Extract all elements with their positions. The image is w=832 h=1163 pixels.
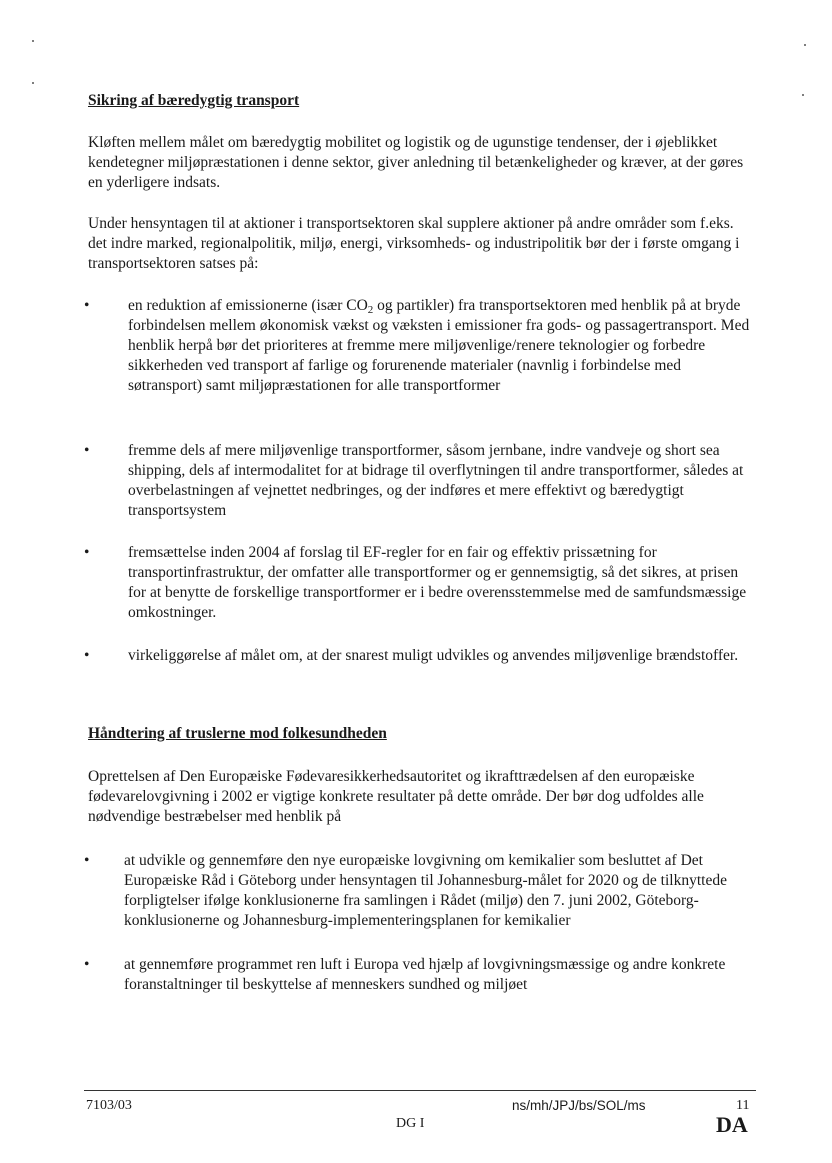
footer-doc-number: 7103/03 <box>86 1098 132 1113</box>
list-item-text: at gennemføre programmet ren luft i Europa ved hjælp af lovgivningsmæssige og andre konkrete foranstaltninger til beskyttelse af menneskers sundhed og miljøet <box>124 956 726 993</box>
section-heading-public-health: Håndtering af truslerne mod folkesundheden <box>88 725 387 742</box>
footer-divider <box>84 1090 756 1091</box>
paragraph-intro-transport: Kløften mellem målet om bæredygtig mobilitet og logistik og de ugunstige tendenser, der i øjeblikket kendetegner miljøpræstationen i denne sektor, giver anledning til betænkeligheder og kræver, at der gøres en yderligere indsats. <box>88 134 744 191</box>
paragraph-priorities-transport: Under hensyntagen til at aktioner i transportsektoren skal supplere aktioner på andre områder som f.eks. det indre marked, regionalpolitik, miljø, energi, virksomheds- og industripolitik bør der i første omgang i transportsektoren satses på: <box>88 215 740 272</box>
footer-language-code: DA <box>716 1112 748 1137</box>
list-item-text: virkeliggørelse af målet om, at der snarest muligt udvikles og anvendes miljøvenlige brændstoffer. <box>128 647 739 664</box>
section-heading-transport: Sikring af bæredygtig transport <box>88 92 300 109</box>
scan-speck <box>804 44 806 46</box>
bullet-icon: • <box>84 647 90 664</box>
scan-speck <box>32 82 34 84</box>
bullet-icon: • <box>84 956 90 973</box>
paragraph-intro-health: Oprettelsen af Den Europæiske Fødevaresikkerhedsautoritet og ikrafttrædelsen af den europæiske fødevarelovgivning i 2002 er vigtige konkrete resultater på dette område. Der bør dog udfoldes alle nødvendige bestræbelser med henblik på <box>88 768 704 825</box>
bullet-icon: • <box>84 442 90 459</box>
footer-initials: ns/mh/JPJ/bs/SOL/ms <box>512 1098 646 1113</box>
list-item-text: at udvikle og gennemføre den nye europæiske lovgivning om kemikalier som besluttet af Det Europæiske Råd i Göteborg under hensyntagen til Johannesburg-målet for 2020 og de tilknyttede forpligtelser ifølge konklusionerne fra samlingen i Rådet (miljø) den 7. juni 2002, Göteborg-konklusionerne og Johannesburg-implementeringsplanen for kemikalier <box>124 852 727 929</box>
list-item-text: fremme dels af mere miljøvenlige transportformer, såsom jernbane, indre vandveje og short sea shipping, dels af intermodalitet for at bidrage til overflytningen til andre transportformer, således at overbelastningen af vejnettet nedbringes, og der indføres et mere effektivt og bæredygtigt transportsystem <box>128 442 744 519</box>
footer-page-number: 11 <box>736 1098 750 1113</box>
bullet-icon: • <box>84 544 90 561</box>
list-item-text: fremsættelse inden 2004 af forslag til EF-regler for en fair og effektiv prissætning for transportinfrastruktur, der omfatter alle transportformer og er gennemsigtig, så det sikres, at prisen for at benytte de forskellige transportformer er i bedre overensstemmelse med de samfundsmæssige omkostninger. <box>128 544 747 621</box>
scan-speck <box>32 40 34 42</box>
footer-dg: DG I <box>396 1116 425 1131</box>
list-item-text: en reduktion af emissionerne (især $CO_2$ og partikler) fra transportsektoren med henblik på at bryde forbindelsen mellem økonomisk vækst og væksten i emissioner fra gods- og passagertransport. Med henblik herpå bør det prioriteres at fremme mere miljøvenlige/renere teknologier og forbedre sikkerheden ved transport af farlige og forurenende materialer (navnlig i forbindelse med søtransport) samt miljøpræstationen for alle transportformer <box>128 297 750 394</box>
bullet-icon: • <box>84 852 90 869</box>
bullet-icon: • <box>84 297 90 314</box>
scan-speck <box>802 94 804 96</box>
